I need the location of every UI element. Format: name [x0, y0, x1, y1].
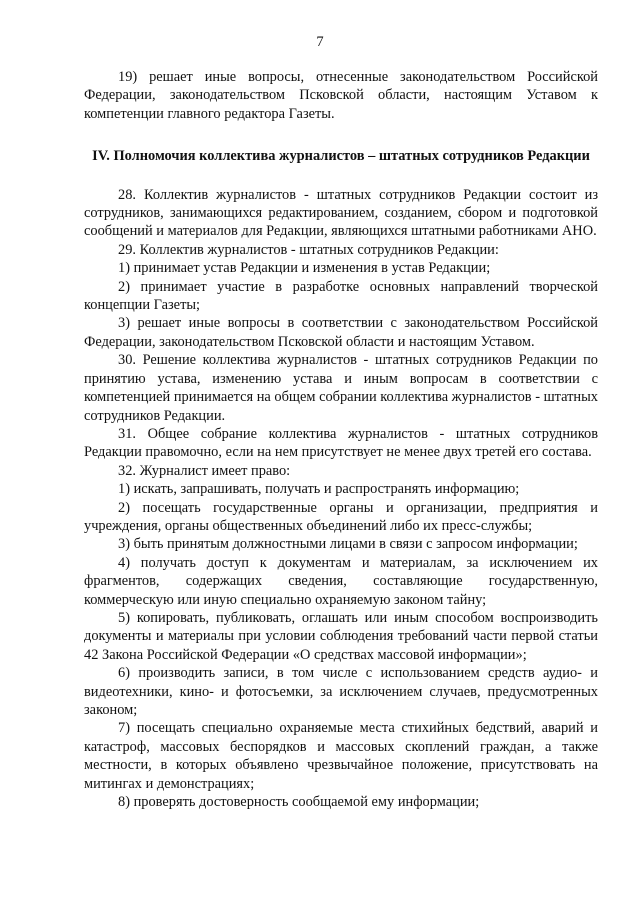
paragraph-19: 19) решает иные вопросы, отнесенные законодательством Российской Федерации, законодательством Псковской области, настоящим Уставом к компетенции главного редактора Газеты. [84, 69, 598, 122]
paragraph-32-item-5: 5) копировать, публиковать, оглашать или иным способом воспроизводить документы и материалы при условии соблюдения требований части первой статьи 42 Закона Российской Федерации «О средствах массовой информации»; [84, 609, 598, 663]
page-number: 7 [316, 34, 324, 50]
paragraph-32: 32. Журналист имеет право: [118, 462, 291, 479]
paragraph-32-item-2: 2) посещать государственные органы и организации, предприятия и учреждения, органы общественных объединений либо их пресс-службы; [84, 499, 598, 534]
paragraph-29: 29. Коллектив журналистов - штатных сотрудников Редакции: [118, 241, 499, 258]
paragraph-32-item-3: 3) быть принятым должностными лицами в связи с запросом информации; [118, 536, 578, 553]
paragraph-32-item-6: 6) производить записи, в том числе с использованием средств аудио- и видеотехники, кино- и фотосъемки, за исключением случаев, предусмотренных законом; [84, 665, 598, 718]
paragraph-28: 28. Коллектив журналистов - штатных сотрудников Редакции состоит из сотрудников, занимающихся редактированием, созданием, сбором и подготовкой сообщений и материалов для Редакции, являющихся штатными работниками АНО. [84, 186, 598, 240]
document-body [84, 68, 598, 811]
section-heading: IV. Полномочия коллектива журналистов – штатных сотрудников Редакции [92, 148, 590, 165]
paragraph-30: 30. Решение коллектива журналистов - штатных сотрудников Редакции по принятию устава, изменению устава и иным вопросам в соответствии с компетенцией принимается на общем собрании коллектива журналистов - штатных сотрудников Редакции. [84, 352, 598, 424]
paragraph-29-item-3: 3) решает иные вопросы в соответствии с законодательством Российской Федерации, законодательством Псковской области и настоящим Уставом. [84, 315, 598, 350]
paragraph-31: 31. Общее собрание коллектива журналистов - штатных сотрудников Редакции правомочно, если на нем присутствует не менее двух третей его состава. [84, 425, 598, 461]
paragraph-29-item-1: 1) принимает устав Редакции и изменения в устав Редакции; [118, 260, 491, 277]
paragraph-29-item-2: 2) принимает участие в разработке основных направлений творческой концепции Газеты; [84, 278, 598, 314]
paragraph-32-item-4: 4) получать доступ к документам и материалам, за исключением их фрагментов, содержащих сведения, составляющие государственную, коммерческую или иную специально охраняемую законом тайну; [84, 554, 598, 608]
paragraph-32-item-7: 7) посещать специально охраняемые места стихийных бедствий, аварий и катастроф, массовых беспорядков и массовых скоплений граждан, а также местности, в которых объявлено чрезвычайное положение, присутствовать на митингах и демонстрациях; [84, 720, 598, 792]
paragraph-32-item-1: 1) искать, запрашивать, получать и распространять информацию; [118, 481, 520, 498]
paragraph-32-item-8: 8) проверять достоверность сообщаемой ему информации; [118, 794, 480, 811]
